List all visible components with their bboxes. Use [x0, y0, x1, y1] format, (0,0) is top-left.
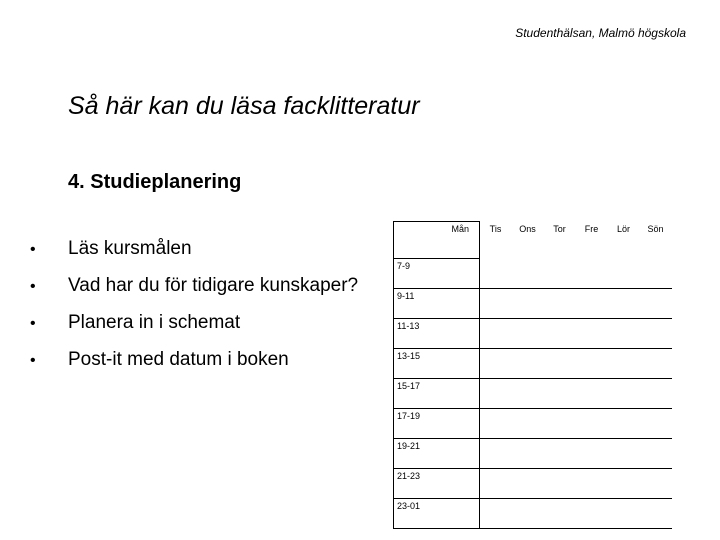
schedule-cell — [544, 259, 576, 289]
bullet-symbol: • — [30, 278, 36, 295]
bullet-text: Vad har du för tidigare kunskaper? — [68, 275, 359, 296]
weekly-schedule-table — [393, 221, 672, 529]
bullet-item — [30, 271, 358, 308]
bullet-symbol: • — [30, 352, 36, 369]
bullet-item — [30, 345, 358, 382]
schedule-row — [394, 499, 672, 529]
schedule-cell — [608, 349, 640, 379]
bullet-symbol: • — [30, 315, 36, 332]
day-header-thu: Tor — [544, 222, 576, 259]
schedule-cell — [640, 379, 672, 409]
slide-subtitle: 4. Studieplanering — [68, 171, 242, 193]
schedule-cell — [480, 349, 512, 379]
schedule-cell — [576, 319, 608, 349]
bullet-symbol: • — [30, 241, 36, 258]
time-slot-label: 11-13 — [394, 319, 480, 349]
day-header-mon: Mån — [394, 222, 480, 259]
schedule-row — [394, 439, 672, 469]
schedule-cell — [576, 469, 608, 499]
schedule-cell — [608, 289, 640, 319]
schedule-cell — [608, 439, 640, 469]
time-slot-label: 19-21 — [394, 439, 480, 469]
schedule-cell — [480, 319, 512, 349]
schedule-cell — [544, 349, 576, 379]
schedule-cell — [576, 349, 608, 379]
schedule-cell — [544, 499, 576, 529]
schedule-cell — [608, 259, 640, 289]
bullet-text: Post-it med datum i boken — [68, 349, 289, 370]
schedule-cell — [544, 289, 576, 319]
schedule-cell — [480, 469, 512, 499]
schedule-cell — [608, 379, 640, 409]
time-slot-label: 7-9 — [394, 259, 480, 289]
schedule-cell — [480, 439, 512, 469]
schedule-cell — [512, 319, 544, 349]
schedule-cell — [480, 259, 512, 289]
bullet-text: Planera in i schemat — [68, 312, 241, 333]
day-header-wed: Ons — [512, 222, 544, 259]
schedule-row — [394, 409, 672, 439]
time-slot-label: 21-23 — [394, 469, 480, 499]
schedule-cell — [576, 499, 608, 529]
day-header-sat: Lör — [608, 222, 640, 259]
schedule-cell — [512, 409, 544, 439]
schedule-row — [394, 469, 672, 499]
header-institution: Studenthälsan, Malmö högskola — [515, 26, 686, 40]
schedule-cell — [640, 499, 672, 529]
day-header-fri: Fre — [576, 222, 608, 259]
bullet-item — [30, 308, 358, 345]
schedule-cell — [576, 409, 608, 439]
schedule-cell — [544, 379, 576, 409]
schedule-cell — [512, 439, 544, 469]
schedule-cell — [480, 289, 512, 319]
slide-title: Så här kan du läsa facklitteratur — [68, 92, 420, 120]
time-slot-label: 23-01 — [394, 499, 480, 529]
schedule-cell — [512, 289, 544, 319]
schedule-cell — [480, 499, 512, 529]
schedule-row — [394, 349, 672, 379]
schedule-cell — [512, 499, 544, 529]
bullet-text: Läs kursmålen — [68, 238, 192, 259]
time-slot-label: 9-11 — [394, 289, 480, 319]
schedule-cell — [608, 319, 640, 349]
day-header-sun: Sön — [640, 222, 672, 259]
schedule-cell — [544, 319, 576, 349]
schedule-row — [394, 259, 672, 289]
schedule-cell — [608, 409, 640, 439]
schedule-row — [394, 289, 672, 319]
schedule-cell — [640, 439, 672, 469]
time-slot-label: 17-19 — [394, 409, 480, 439]
schedule-cell — [544, 469, 576, 499]
bullet-list — [30, 234, 358, 382]
schedule-cell — [640, 409, 672, 439]
schedule-cell — [480, 409, 512, 439]
schedule-cell — [640, 289, 672, 319]
time-slot-label: 13-15 — [394, 349, 480, 379]
schedule-cell — [576, 259, 608, 289]
schedule-header-row — [394, 222, 672, 259]
schedule-cell — [544, 409, 576, 439]
time-slot-label: 15-17 — [394, 379, 480, 409]
schedule-cell — [608, 499, 640, 529]
schedule-cell — [640, 259, 672, 289]
schedule-cell — [480, 379, 512, 409]
schedule-cell — [576, 289, 608, 319]
schedule-row — [394, 379, 672, 409]
schedule-cell — [512, 469, 544, 499]
schedule-cell — [640, 319, 672, 349]
schedule-row — [394, 319, 672, 349]
day-header-tue: Tis — [480, 222, 512, 259]
schedule-cell — [640, 349, 672, 379]
schedule-cell — [640, 469, 672, 499]
schedule-cell — [544, 439, 576, 469]
schedule-cell — [512, 379, 544, 409]
schedule-cell — [576, 379, 608, 409]
schedule-cell — [512, 259, 544, 289]
schedule-cell — [512, 349, 544, 379]
schedule-cell — [576, 439, 608, 469]
bullet-item — [30, 234, 358, 271]
schedule-cell — [608, 469, 640, 499]
